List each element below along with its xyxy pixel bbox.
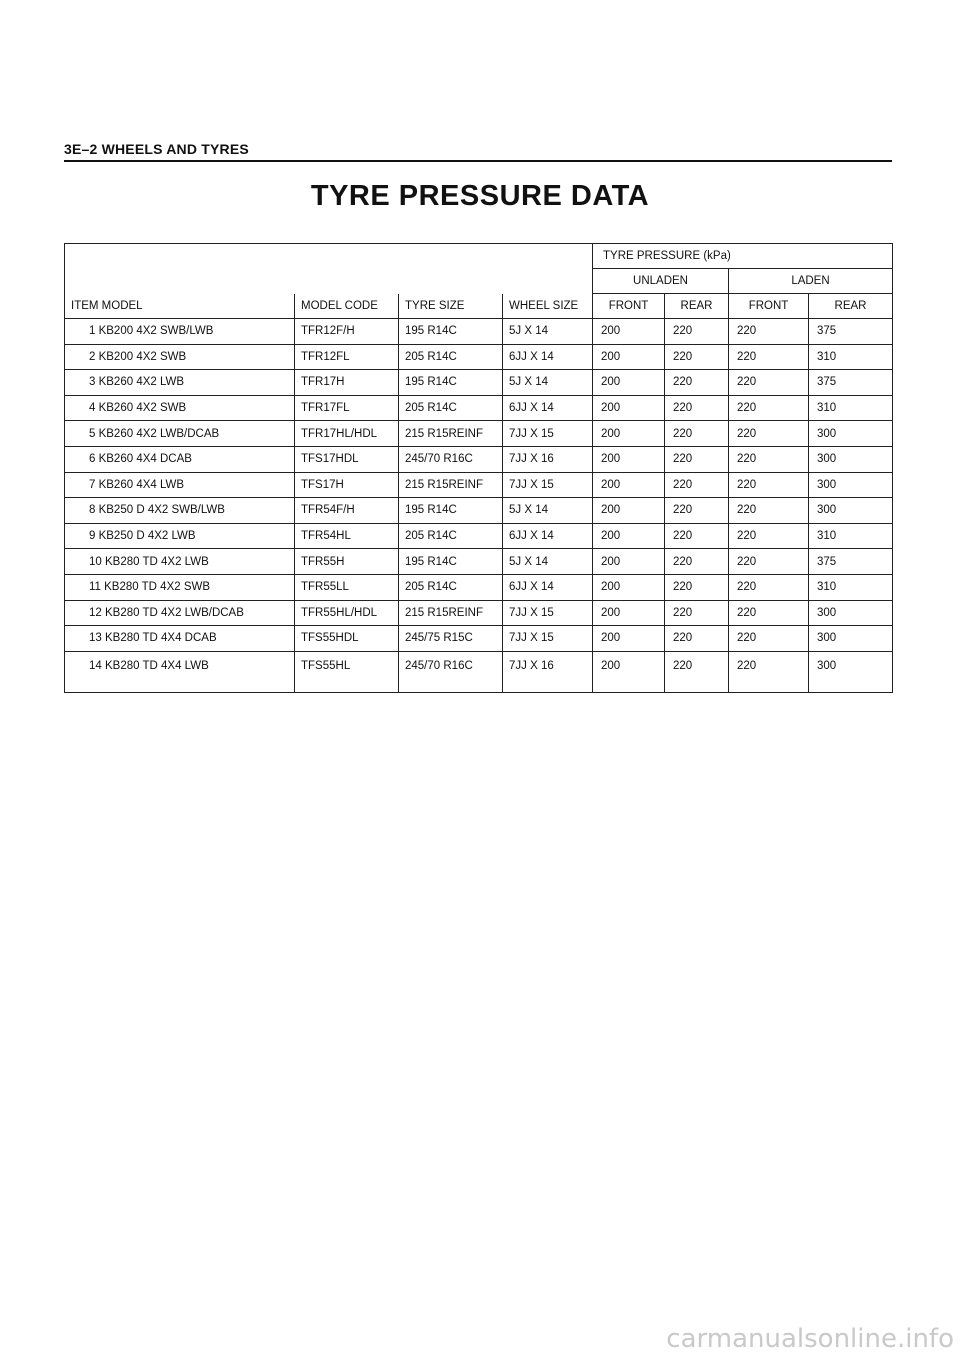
watermark: carmanualsonline.info	[666, 1324, 954, 1354]
col-unladen-rear-cell: 220	[665, 421, 729, 447]
col-item-model-cell: 7 KB260 4X4 LWB	[65, 472, 295, 498]
table-row	[65, 574, 893, 600]
col-item-model-cell: 8 KB250 D 4X2 SWB/LWB	[65, 498, 295, 524]
col-unladen-rear-cell: 220	[665, 472, 729, 498]
col-unladen-rear-cell: 220	[665, 446, 729, 472]
col-unladen-front-cell: 200	[593, 395, 665, 421]
col-unladen-front-cell: 200	[593, 319, 665, 345]
col-laden-front-cell: 220	[729, 395, 809, 421]
col-tyre-size-cell: 245/70 R16C	[399, 651, 503, 692]
col-unladen-front-cell: 200	[593, 370, 665, 396]
col-model-code-header: MODEL CODE	[295, 294, 399, 319]
col-laden-rear-cell: 300	[809, 600, 893, 626]
col-laden-rear-cell: 300	[809, 421, 893, 447]
col-laden-front-cell: 220	[729, 574, 809, 600]
col-wheel-size-cell: 5J X 14	[503, 370, 593, 396]
col-wheel-size-cell: 6JJ X 14	[503, 574, 593, 600]
unladen-header: UNLADEN	[593, 269, 729, 294]
col-wheel-size-cell: 7JJ X 15	[503, 600, 593, 626]
col-item-model-cell: 4 KB260 4X2 SWB	[65, 395, 295, 421]
col-wheel-size-cell: 7JJ X 15	[503, 626, 593, 652]
col-wheel-size-cell: 7JJ X 16	[503, 651, 593, 692]
table-row	[65, 319, 893, 345]
table-row	[65, 626, 893, 652]
col-laden-rear-cell: 300	[809, 446, 893, 472]
subgroup-header-row	[65, 269, 893, 294]
col-wheel-size-cell: 5J X 14	[503, 498, 593, 524]
col-item-model-cell: 5 KB260 4X2 LWB/DCAB	[65, 421, 295, 447]
col-item-model-cell: 13 KB280 TD 4X4 DCAB	[65, 626, 295, 652]
col-item-model-cell: 9 KB250 D 4X2 LWB	[65, 523, 295, 549]
laden-header: LADEN	[729, 269, 893, 294]
section-title: 3E–2 WHEELS AND TYRES	[64, 141, 249, 157]
col-laden-rear-cell: 310	[809, 574, 893, 600]
col-model-code-cell: TFR12FL	[295, 344, 399, 370]
table-row	[65, 523, 893, 549]
col-unladen-rear-cell: 220	[665, 395, 729, 421]
col-unladen-front-cell: 200	[593, 549, 665, 575]
col-item-model-cell: 3 KB260 4X2 LWB	[65, 370, 295, 396]
col-unladen-front-cell: 200	[593, 421, 665, 447]
col-tyre-size-cell: 195 R14C	[399, 549, 503, 575]
col-unladen-front-cell: 200	[593, 600, 665, 626]
table-row	[65, 600, 893, 626]
col-unladen-rear-cell: 220	[665, 549, 729, 575]
col-tyre-size-cell: 215 R15REINF	[399, 600, 503, 626]
col-model-code-cell: TFR54HL	[295, 523, 399, 549]
col-tyre-size-cell: 215 R15REINF	[399, 421, 503, 447]
col-tyre-size-cell: 195 R14C	[399, 319, 503, 345]
col-laden-rear-cell: 375	[809, 549, 893, 575]
col-wheel-size-cell: 6JJ X 14	[503, 395, 593, 421]
col-item-model-cell: 10 KB280 TD 4X2 LWB	[65, 549, 295, 575]
col-wheel-size-cell: 6JJ X 14	[503, 344, 593, 370]
blank-header-cell	[65, 269, 593, 294]
col-unladen-front-cell: 200	[593, 523, 665, 549]
col-tyre-size-cell: 205 R14C	[399, 574, 503, 600]
col-wheel-size-header: WHEEL SIZE	[503, 294, 593, 319]
col-wheel-size-cell: 6JJ X 14	[503, 523, 593, 549]
col-laden-rear-header: REAR	[809, 294, 893, 319]
col-laden-front-cell: 220	[729, 549, 809, 575]
table-row	[65, 549, 893, 575]
col-laden-front-cell: 220	[729, 319, 809, 345]
col-tyre-size-header: TYRE SIZE	[399, 294, 503, 319]
table-row	[65, 395, 893, 421]
table-row	[65, 498, 893, 524]
col-laden-rear-cell: 375	[809, 370, 893, 396]
col-laden-front-cell: 220	[729, 498, 809, 524]
col-unladen-front-cell: 200	[593, 651, 665, 692]
col-wheel-size-cell: 7JJ X 15	[503, 472, 593, 498]
col-unladen-rear-cell: 220	[665, 523, 729, 549]
col-unladen-front-cell: 200	[593, 344, 665, 370]
col-unladen-rear-cell: 220	[665, 651, 729, 692]
col-unladen-rear-cell: 220	[665, 319, 729, 345]
col-item-model-cell: 11 KB280 TD 4X2 SWB	[65, 574, 295, 600]
col-unladen-front-header: FRONT	[593, 294, 665, 319]
table-row	[65, 370, 893, 396]
col-model-code-cell: TFR55H	[295, 549, 399, 575]
col-model-code-cell: TFR55HL/HDL	[295, 600, 399, 626]
col-laden-rear-cell: 300	[809, 472, 893, 498]
col-model-code-cell: TFR55LL	[295, 574, 399, 600]
table-row	[65, 651, 893, 692]
col-tyre-size-cell: 195 R14C	[399, 498, 503, 524]
col-unladen-front-cell: 200	[593, 498, 665, 524]
col-laden-rear-cell: 300	[809, 498, 893, 524]
col-laden-front-cell: 220	[729, 600, 809, 626]
col-laden-front-cell: 220	[729, 472, 809, 498]
col-unladen-rear-cell: 220	[665, 626, 729, 652]
col-laden-rear-cell: 310	[809, 523, 893, 549]
col-laden-rear-cell: 310	[809, 344, 893, 370]
table-row	[65, 472, 893, 498]
col-unladen-rear-cell: 220	[665, 574, 729, 600]
col-tyre-size-cell: 215 R15REINF	[399, 472, 503, 498]
col-model-code-cell: TFR17H	[295, 370, 399, 396]
col-tyre-size-cell: 205 R14C	[399, 344, 503, 370]
col-tyre-size-cell: 205 R14C	[399, 523, 503, 549]
col-unladen-front-cell: 200	[593, 472, 665, 498]
col-wheel-size-cell: 7JJ X 15	[503, 421, 593, 447]
group-header-row	[65, 244, 893, 269]
col-laden-rear-cell: 300	[809, 651, 893, 692]
col-model-code-cell: TFS55HDL	[295, 626, 399, 652]
col-unladen-front-cell: 200	[593, 626, 665, 652]
col-item-model-cell: 12 KB280 TD 4X2 LWB/DCAB	[65, 600, 295, 626]
col-laden-front-cell: 220	[729, 344, 809, 370]
col-laden-rear-cell: 375	[809, 319, 893, 345]
col-unladen-rear-header: REAR	[665, 294, 729, 319]
col-model-code-cell: TFS17HDL	[295, 446, 399, 472]
col-unladen-rear-cell: 220	[665, 370, 729, 396]
col-tyre-size-cell: 245/75 R15C	[399, 626, 503, 652]
col-wheel-size-cell: 7JJ X 16	[503, 446, 593, 472]
col-model-code-cell: TFR17FL	[295, 395, 399, 421]
col-laden-front-cell: 220	[729, 421, 809, 447]
col-laden-front-cell: 220	[729, 651, 809, 692]
col-item-model-cell: 14 KB280 TD 4X4 LWB	[65, 651, 295, 692]
col-item-model-cell: 6 KB260 4X4 DCAB	[65, 446, 295, 472]
section-header	[64, 141, 892, 162]
col-laden-front-header: FRONT	[729, 294, 809, 319]
col-model-code-cell: TFR54F/H	[295, 498, 399, 524]
col-laden-rear-cell: 300	[809, 626, 893, 652]
page-title: TYRE PRESSURE DATA	[310, 180, 650, 212]
col-item-model-cell: 1 KB200 4X2 SWB/LWB	[65, 319, 295, 345]
col-unladen-front-cell: 200	[593, 446, 665, 472]
col-tyre-size-cell: 195 R14C	[399, 370, 503, 396]
col-model-code-cell: TFR12F/H	[295, 319, 399, 345]
col-unladen-rear-cell: 220	[665, 498, 729, 524]
column-header-row	[65, 294, 893, 319]
col-item-model-header: ITEM MODEL	[65, 294, 295, 319]
col-laden-front-cell: 220	[729, 446, 809, 472]
table-row	[65, 446, 893, 472]
col-model-code-cell: TFS55HL	[295, 651, 399, 692]
col-laden-front-cell: 220	[729, 370, 809, 396]
col-tyre-size-cell: 245/70 R16C	[399, 446, 503, 472]
col-laden-front-cell: 220	[729, 523, 809, 549]
col-laden-front-cell: 220	[729, 626, 809, 652]
tyre-pressure-table	[64, 243, 893, 693]
col-model-code-cell: TFR17HL/HDL	[295, 421, 399, 447]
col-unladen-rear-cell: 220	[665, 600, 729, 626]
col-unladen-front-cell: 200	[593, 574, 665, 600]
col-wheel-size-cell: 5J X 14	[503, 549, 593, 575]
table-body	[65, 319, 893, 693]
col-model-code-cell: TFS17H	[295, 472, 399, 498]
tyre-pressure-group-header: TYRE PRESSURE (kPa)	[593, 244, 893, 269]
table-row	[65, 421, 893, 447]
blank-header-cell	[65, 244, 593, 269]
table-row	[65, 344, 893, 370]
col-tyre-size-cell: 205 R14C	[399, 395, 503, 421]
col-unladen-rear-cell: 220	[665, 344, 729, 370]
col-wheel-size-cell: 5J X 14	[503, 319, 593, 345]
col-laden-rear-cell: 310	[809, 395, 893, 421]
col-item-model-cell: 2 KB200 4X2 SWB	[65, 344, 295, 370]
